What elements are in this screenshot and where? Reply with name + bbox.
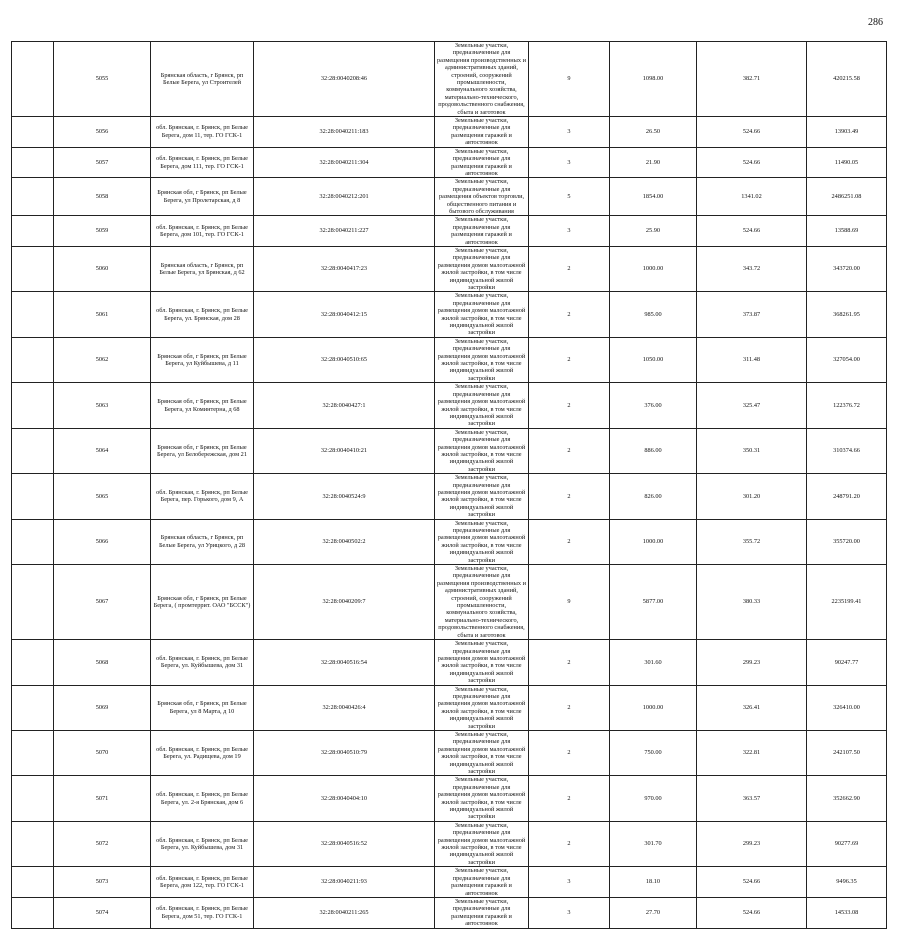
area-cell: 826.00	[610, 474, 697, 519]
address-cell: Брянская обл, г Брянск, рп Белые Берега, ул Коминтерна, д 68	[151, 383, 254, 428]
specific-value-cell: 524.66	[697, 117, 807, 148]
spacer-cell	[12, 383, 54, 428]
use-group-cell: 2	[529, 519, 610, 564]
use-group-cell: 3	[529, 147, 610, 178]
cadastral-value-cell: 368261.95	[807, 292, 887, 337]
address-cell: Брянская обл, г Брянск, рп Белые Берега, ул Белобережская, дом 21	[151, 428, 254, 473]
spacer-cell	[12, 292, 54, 337]
specific-value-cell: 311.48	[697, 337, 807, 382]
cadastral-number-cell: 32:28:0040208:46	[254, 42, 435, 117]
specific-value-cell: 325.47	[697, 383, 807, 428]
table-row	[12, 292, 887, 337]
use-group-cell: 2	[529, 685, 610, 730]
row-number: 5062	[54, 337, 151, 382]
table-row	[12, 428, 887, 473]
specific-value-cell: 524.66	[697, 867, 807, 898]
land-use-cell: Земельные участки, предназначенные для размещения домов малоэтажной жилой застройки, в том числе индивидуальной жилой застройки	[435, 337, 529, 382]
land-use-cell: Земельные участки, предназначенные для размещения гаражей и автостоянок	[435, 147, 529, 178]
area-cell: 376.00	[610, 383, 697, 428]
cadastral-number-cell: 32:28:0040417:23	[254, 246, 435, 291]
land-use-cell: Земельные участки, предназначенные для размещения производственных и административных зданий, строений, сооружений промышленности, коммунального хозяйства, материально-технического, продовольственного снабжения, сбыта и заготовок	[435, 565, 529, 640]
row-number: 5069	[54, 685, 151, 730]
land-use-cell: Земельные участки, предназначенные для размещения домов малоэтажной жилой застройки, в том числе индивидуальной жилой застройки	[435, 428, 529, 473]
land-use-cell: Земельные участки, предназначенные для размещения домов малоэтажной жилой застройки, в том числе индивидуальной жилой застройки	[435, 474, 529, 519]
cadastral-number-cell: 32:28:0040427:1	[254, 383, 435, 428]
cadastral-value-cell: 90247.77	[807, 640, 887, 685]
table-row	[12, 337, 887, 382]
specific-value-cell: 350.31	[697, 428, 807, 473]
use-group-cell: 3	[529, 867, 610, 898]
spacer-cell	[12, 776, 54, 821]
specific-value-cell: 355.72	[697, 519, 807, 564]
land-use-cell: Земельные участки, предназначенные для размещения объектов торговли, общественного питания и бытового обслуживания	[435, 178, 529, 216]
table-body	[12, 42, 887, 929]
spacer-cell	[12, 216, 54, 247]
specific-value-cell: 299.23	[697, 821, 807, 866]
cadastral-value-cell: 343720.00	[807, 246, 887, 291]
use-group-cell: 2	[529, 776, 610, 821]
land-use-cell: Земельные участки, предназначенные для размещения домов малоэтажной жилой застройки, в том числе индивидуальной жилой застройки	[435, 776, 529, 821]
address-cell: Брянская область, г Брянск, рп Белые Берега, ул Строителей	[151, 42, 254, 117]
spacer-cell	[12, 428, 54, 473]
cadastral-value-cell: 248791.20	[807, 474, 887, 519]
row-number: 5056	[54, 117, 151, 148]
land-use-cell: Земельные участки, предназначенные для размещения домов малоэтажной жилой застройки, в том числе индивидуальной жилой застройки	[435, 383, 529, 428]
cadastral-number-cell: 32:28:0040410:21	[254, 428, 435, 473]
row-number: 5058	[54, 178, 151, 216]
use-group-cell: 2	[529, 428, 610, 473]
specific-value-cell: 524.66	[697, 147, 807, 178]
address-cell: обл. Брянская, г. Брянск, рп Белые Берега, ул. Радищева, дом 19	[151, 730, 254, 775]
area-cell: 985.00	[610, 292, 697, 337]
address-cell: Брянская обл, г Брянск, рп Белые Берега, ул Пролетарская, д 8	[151, 178, 254, 216]
table-row	[12, 776, 887, 821]
use-group-cell: 9	[529, 565, 610, 640]
land-use-cell: Земельные участки, предназначенные для размещения домов малоэтажной жилой застройки, в том числе индивидуальной жилой застройки	[435, 821, 529, 866]
area-cell: 886.00	[610, 428, 697, 473]
row-number: 5066	[54, 519, 151, 564]
page-number: 286	[868, 17, 883, 28]
area-cell: 27.70	[610, 897, 697, 928]
area-cell: 1000.00	[610, 685, 697, 730]
address-cell: обл. Брянская, г. Брянск, рп Белые Берега, ул. Куйбышева, дом 31	[151, 640, 254, 685]
cadastral-value-cell: 352662.90	[807, 776, 887, 821]
spacer-cell	[12, 117, 54, 148]
cadastral-value-cell: 9496.35	[807, 867, 887, 898]
table-row	[12, 640, 887, 685]
cadastral-value-cell: 326410.00	[807, 685, 887, 730]
use-group-cell: 2	[529, 292, 610, 337]
land-use-cell: Земельные участки, предназначенные для размещения домов малоэтажной жилой застройки, в том числе индивидуальной жилой застройки	[435, 519, 529, 564]
cadastral-number-cell: 32:28:0040211:304	[254, 147, 435, 178]
cadastral-value-table	[11, 41, 887, 929]
use-group-cell: 3	[529, 117, 610, 148]
cadastral-value-cell: 90277.69	[807, 821, 887, 866]
cadastral-value-cell: 2486251.08	[807, 178, 887, 216]
row-number: 5055	[54, 42, 151, 117]
land-use-cell: Земельные участки, предназначенные для размещения гаражей и автостоянок	[435, 216, 529, 247]
specific-value-cell: 380.33	[697, 565, 807, 640]
row-number: 5061	[54, 292, 151, 337]
land-use-cell: Земельные участки, предназначенные для размещения гаражей и автостоянок	[435, 867, 529, 898]
area-cell: 750.00	[610, 730, 697, 775]
row-number: 5074	[54, 897, 151, 928]
address-cell: обл. Брянская, г. Брянск, рп Белые Берега, дом 11, тер. ГО ГСК-1	[151, 117, 254, 148]
land-use-cell: Земельные участки, предназначенные для размещения домов малоэтажной жилой застройки, в том числе индивидуальной жилой застройки	[435, 292, 529, 337]
specific-value-cell: 1341.02	[697, 178, 807, 216]
address-cell: обл. Брянская, г. Брянск, рп Белые Берега, дом 122, тер. ГО ГСК-1	[151, 867, 254, 898]
address-cell: обл. Брянская, г. Брянск, рп Белые Берега, ул. Куйбышева, дом 31	[151, 821, 254, 866]
area-cell: 970.00	[610, 776, 697, 821]
cadastral-value-cell: 355720.00	[807, 519, 887, 564]
spacer-cell	[12, 897, 54, 928]
cadastral-value-cell: 122376.72	[807, 383, 887, 428]
use-group-cell: 3	[529, 216, 610, 247]
address-cell: Брянская обл, г Брянск, рп Белые Берега, ул 8 Марта, д 10	[151, 685, 254, 730]
table-row	[12, 383, 887, 428]
cadastral-number-cell: 32:28:0040510:79	[254, 730, 435, 775]
table-row	[12, 117, 887, 148]
spacer-cell	[12, 246, 54, 291]
use-group-cell: 9	[529, 42, 610, 117]
cadastral-number-cell: 32:28:0040211:227	[254, 216, 435, 247]
table-row	[12, 565, 887, 640]
table-row	[12, 216, 887, 247]
cadastral-number-cell: 32:28:0040211:93	[254, 867, 435, 898]
table-row	[12, 42, 887, 117]
use-group-cell: 5	[529, 178, 610, 216]
table-row	[12, 821, 887, 866]
area-cell: 25.90	[610, 216, 697, 247]
land-use-cell: Земельные участки, предназначенные для размещения гаражей и автостоянок	[435, 897, 529, 928]
address-cell: обл. Брянская, г. Брянск, рп Белые Берега, пер. Горького, дом 9, А	[151, 474, 254, 519]
area-cell: 1000.00	[610, 246, 697, 291]
land-use-cell: Земельные участки, предназначенные для размещения домов малоэтажной жилой застройки, в том числе индивидуальной жилой застройки	[435, 730, 529, 775]
row-number: 5067	[54, 565, 151, 640]
specific-value-cell: 343.72	[697, 246, 807, 291]
specific-value-cell: 363.57	[697, 776, 807, 821]
spacer-cell	[12, 821, 54, 866]
use-group-cell: 2	[529, 640, 610, 685]
land-use-cell: Земельные участки, предназначенные для размещения домов малоэтажной жилой застройки, в том числе индивидуальной жилой застройки	[435, 685, 529, 730]
cadastral-value-cell: 242107.50	[807, 730, 887, 775]
row-number: 5059	[54, 216, 151, 247]
cadastral-number-cell: 32:28:0040412:15	[254, 292, 435, 337]
table-row	[12, 685, 887, 730]
cadastral-number-cell: 32:28:0040524:9	[254, 474, 435, 519]
table-row	[12, 730, 887, 775]
area-cell: 1098.00	[610, 42, 697, 117]
row-number: 5068	[54, 640, 151, 685]
row-number: 5071	[54, 776, 151, 821]
address-cell: Брянская область, г Брянск, рп Белые Берега, ул Брянская, д 62	[151, 246, 254, 291]
cadastral-number-cell: 32:28:0040510:65	[254, 337, 435, 382]
specific-value-cell: 524.66	[697, 897, 807, 928]
use-group-cell: 2	[529, 246, 610, 291]
table-row	[12, 246, 887, 291]
spacer-cell	[12, 337, 54, 382]
specific-value-cell: 382.71	[697, 42, 807, 117]
row-number: 5060	[54, 246, 151, 291]
table-row	[12, 474, 887, 519]
specific-value-cell: 301.20	[697, 474, 807, 519]
cadastral-number-cell: 32:28:0040211:265	[254, 897, 435, 928]
table-row	[12, 519, 887, 564]
specific-value-cell: 326.41	[697, 685, 807, 730]
cadastral-number-cell: 32:28:0040211:183	[254, 117, 435, 148]
spacer-cell	[12, 867, 54, 898]
table-row	[12, 147, 887, 178]
spacer-cell	[12, 640, 54, 685]
spacer-cell	[12, 474, 54, 519]
cadastral-value-cell: 2235199.41	[807, 565, 887, 640]
address-cell: Брянская область, г Брянск, рп Белые Берега, ул Урицкого, д 28	[151, 519, 254, 564]
area-cell: 1050.00	[610, 337, 697, 382]
area-cell: 26.50	[610, 117, 697, 148]
use-group-cell: 2	[529, 383, 610, 428]
row-number: 5070	[54, 730, 151, 775]
land-use-cell: Земельные участки, предназначенные для размещения гаражей и автостоянок	[435, 117, 529, 148]
spacer-cell	[12, 730, 54, 775]
area-cell: 5877.00	[610, 565, 697, 640]
use-group-cell: 3	[529, 897, 610, 928]
land-use-cell: Земельные участки, предназначенные для размещения домов малоэтажной жилой застройки, в том числе индивидуальной жилой застройки	[435, 246, 529, 291]
cadastral-number-cell: 32:28:0040426:4	[254, 685, 435, 730]
cadastral-number-cell: 32:28:0040516:52	[254, 821, 435, 866]
address-cell: обл. Брянская, г. Брянск, рп Белые Берега, ул. 2-я Брянская, дом 6	[151, 776, 254, 821]
spacer-cell	[12, 147, 54, 178]
row-number: 5057	[54, 147, 151, 178]
land-use-cell: Земельные участки, предназначенные для размещения домов малоэтажной жилой застройки, в том числе индивидуальной жилой застройки	[435, 640, 529, 685]
row-number: 5072	[54, 821, 151, 866]
cadastral-number-cell: 32:28:0040516:54	[254, 640, 435, 685]
row-number: 5063	[54, 383, 151, 428]
row-number: 5073	[54, 867, 151, 898]
address-cell: обл. Брянская, г. Брянск, рп Белые Берега, дом 51, тер. ГО ГСК-1	[151, 897, 254, 928]
area-cell: 1854.00	[610, 178, 697, 216]
address-cell: обл. Брянская, г. Брянск, рп Белые Берега, дом 111, тер. ГО ГСК-1	[151, 147, 254, 178]
land-use-cell: Земельные участки, предназначенные для размещения производственных и административных зданий, строений, сооружений промышленности, коммунального хозяйства, материально-технического, продовольственного снабжения, сбыта и заготовок	[435, 42, 529, 117]
cadastral-number-cell: 32:28:0040502:2	[254, 519, 435, 564]
specific-value-cell: 322.81	[697, 730, 807, 775]
cadastral-value-cell: 310374.66	[807, 428, 887, 473]
spacer-cell	[12, 685, 54, 730]
cadastral-value-cell: 420215.58	[807, 42, 887, 117]
address-cell: Брянская обл, г Брянск, рп Белые Берега, ул Куйбышева, д 11	[151, 337, 254, 382]
cadastral-value-cell: 14533.08	[807, 897, 887, 928]
spacer-cell	[12, 519, 54, 564]
table-row	[12, 178, 887, 216]
use-group-cell: 2	[529, 337, 610, 382]
use-group-cell: 2	[529, 730, 610, 775]
address-cell: Брянская обл, г Брянск, рп Белые Берега, ( промтеррит. ОАО "БССК")	[151, 565, 254, 640]
specific-value-cell: 524.66	[697, 216, 807, 247]
area-cell: 301.60	[610, 640, 697, 685]
use-group-cell: 2	[529, 821, 610, 866]
row-number: 5064	[54, 428, 151, 473]
cadastral-value-cell: 327054.00	[807, 337, 887, 382]
cadastral-value-cell: 13588.69	[807, 216, 887, 247]
spacer-cell	[12, 178, 54, 216]
row-number: 5065	[54, 474, 151, 519]
spacer-cell	[12, 565, 54, 640]
area-cell: 18.10	[610, 867, 697, 898]
cadastral-number-cell: 32:28:0040209:7	[254, 565, 435, 640]
spacer-cell	[12, 42, 54, 117]
cadastral-number-cell: 32:28:0040212:201	[254, 178, 435, 216]
specific-value-cell: 373.87	[697, 292, 807, 337]
specific-value-cell: 299.23	[697, 640, 807, 685]
use-group-cell: 2	[529, 474, 610, 519]
area-cell: 1000.00	[610, 519, 697, 564]
address-cell: обл. Брянская, г. Брянск, рп Белые Берега, ул. Брянская, дом 28	[151, 292, 254, 337]
cadastral-number-cell: 32:28:0040404:10	[254, 776, 435, 821]
area-cell: 21.90	[610, 147, 697, 178]
address-cell: обл. Брянская, г. Брянск, рп Белые Берега, дом 101, тер. ГО ГСК-1	[151, 216, 254, 247]
cadastral-value-cell: 11490.05	[807, 147, 887, 178]
cadastral-value-cell: 13903.49	[807, 117, 887, 148]
area-cell: 301.70	[610, 821, 697, 866]
table-row	[12, 867, 887, 898]
table-row	[12, 897, 887, 928]
